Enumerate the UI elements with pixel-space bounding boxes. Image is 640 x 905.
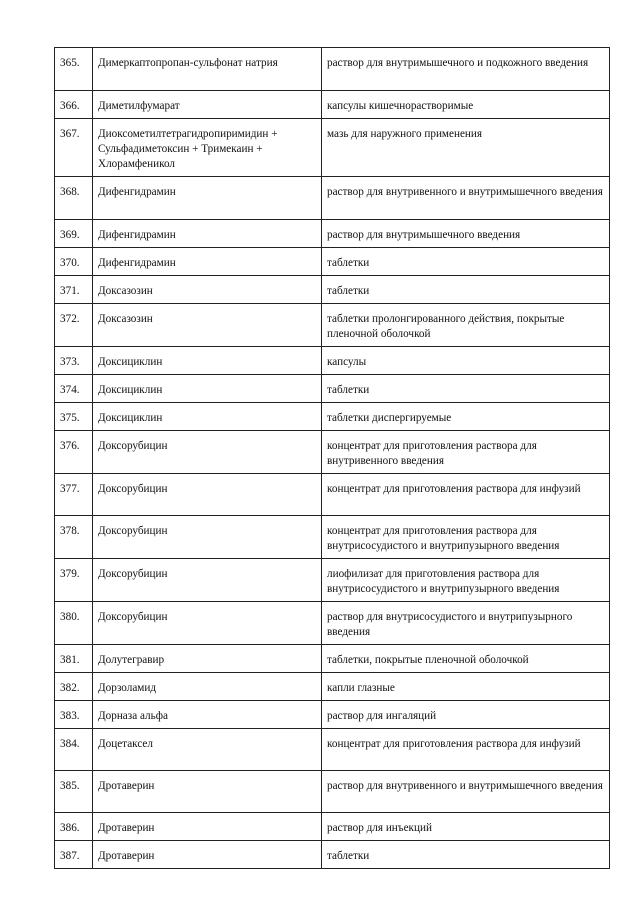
table-row [55,248,610,276]
drug-name: Доцетаксел [93,729,322,771]
drug-name: Диоксометилтетрагидропиримидин + Сульфадиметоксин + Тримекаин + Хлорамфеникол [93,119,322,177]
drug-name: Диметилфумарат [93,91,322,119]
table-row [55,729,610,771]
row-number: 374. [55,375,93,403]
row-number: 379. [55,559,93,602]
dosage-form: таблетки диспергируемые [322,403,610,431]
row-number: 383. [55,701,93,729]
drug-name: Дифенгидрамин [93,220,322,248]
drug-name: Доксорубицин [93,431,322,474]
dosage-form: таблетки пролонгированного действия, покрытые пленочной оболочкой [322,304,610,347]
row-number: 366. [55,91,93,119]
table-row [55,48,610,91]
row-number: 382. [55,673,93,701]
dosage-form: раствор для внутримышечного введения [322,220,610,248]
dosage-form: концентрат для приготовления раствора для внутривенного введения [322,431,610,474]
row-number: 373. [55,347,93,375]
table-row [55,516,610,559]
table-row [55,177,610,220]
drug-list-table [54,47,610,869]
row-number: 375. [55,403,93,431]
table-row [55,276,610,304]
drug-name: Доксорубицин [93,516,322,559]
drug-name: Дифенгидрамин [93,248,322,276]
drug-name: Доксорубицин [93,474,322,516]
dosage-form: концентрат для приготовления раствора для инфузий [322,474,610,516]
drug-name: Дротаверин [93,841,322,869]
table-row [55,119,610,177]
drug-name: Димеркаптопропан-сульфонат натрия [93,48,322,91]
row-number: 387. [55,841,93,869]
drug-name: Доксициклин [93,347,322,375]
dosage-form: таблетки, покрытые пленочной оболочкой [322,645,610,673]
drug-name: Доксициклин [93,403,322,431]
drug-name: Дротаверин [93,771,322,813]
dosage-form: лиофилизат для приготовления раствора для внутрисосудистого и внутрипузырного введения [322,559,610,602]
row-number: 377. [55,474,93,516]
row-number: 376. [55,431,93,474]
table-row [55,220,610,248]
dosage-form: раствор для внутривенного и внутримышечного введения [322,771,610,813]
dosage-form: капсулы [322,347,610,375]
row-number: 380. [55,602,93,645]
drug-name: Доксорубицин [93,559,322,602]
table-row [55,813,610,841]
dosage-form: раствор для инъекций [322,813,610,841]
dosage-form: раствор для внутрисосудистого и внутрипузырного введения [322,602,610,645]
dosage-form: мазь для наружного применения [322,119,610,177]
dosage-form: раствор для внутримышечного и подкожного введения [322,48,610,91]
dosage-form: раствор для внутривенного и внутримышечного введения [322,177,610,220]
row-number: 365. [55,48,93,91]
table-row [55,347,610,375]
drug-name: Дротаверин [93,813,322,841]
table-row [55,91,610,119]
table-row [55,403,610,431]
drug-name: Доксициклин [93,375,322,403]
dosage-form: раствор для ингаляций [322,701,610,729]
row-number: 369. [55,220,93,248]
dosage-form: капли глазные [322,673,610,701]
drug-list-body [55,48,610,869]
table-row [55,701,610,729]
dosage-form: таблетки [322,841,610,869]
table-row [55,304,610,347]
drug-name: Доксорубицин [93,602,322,645]
table-row [55,841,610,869]
row-number: 386. [55,813,93,841]
row-number: 368. [55,177,93,220]
row-number: 378. [55,516,93,559]
drug-name: Дорназа альфа [93,701,322,729]
drug-name: Доксазозин [93,304,322,347]
table-row [55,645,610,673]
dosage-form: таблетки [322,375,610,403]
table-row [55,474,610,516]
table-row [55,673,610,701]
dosage-form: концентрат для приготовления раствора для внутрисосудистого и внутрипузырного введения [322,516,610,559]
table-row [55,559,610,602]
dosage-form: таблетки [322,276,610,304]
dosage-form: таблетки [322,248,610,276]
row-number: 367. [55,119,93,177]
row-number: 384. [55,729,93,771]
row-number: 381. [55,645,93,673]
dosage-form: капсулы кишечнорастворимые [322,91,610,119]
table-row [55,431,610,474]
drug-name: Долутегравир [93,645,322,673]
row-number: 385. [55,771,93,813]
table-row [55,771,610,813]
drug-name: Дифенгидрамин [93,177,322,220]
row-number: 371. [55,276,93,304]
row-number: 372. [55,304,93,347]
table-row [55,602,610,645]
row-number: 370. [55,248,93,276]
drug-name: Дорзоламид [93,673,322,701]
dosage-form: концентрат для приготовления раствора для инфузий [322,729,610,771]
drug-name: Доксазозин [93,276,322,304]
table-row [55,375,610,403]
